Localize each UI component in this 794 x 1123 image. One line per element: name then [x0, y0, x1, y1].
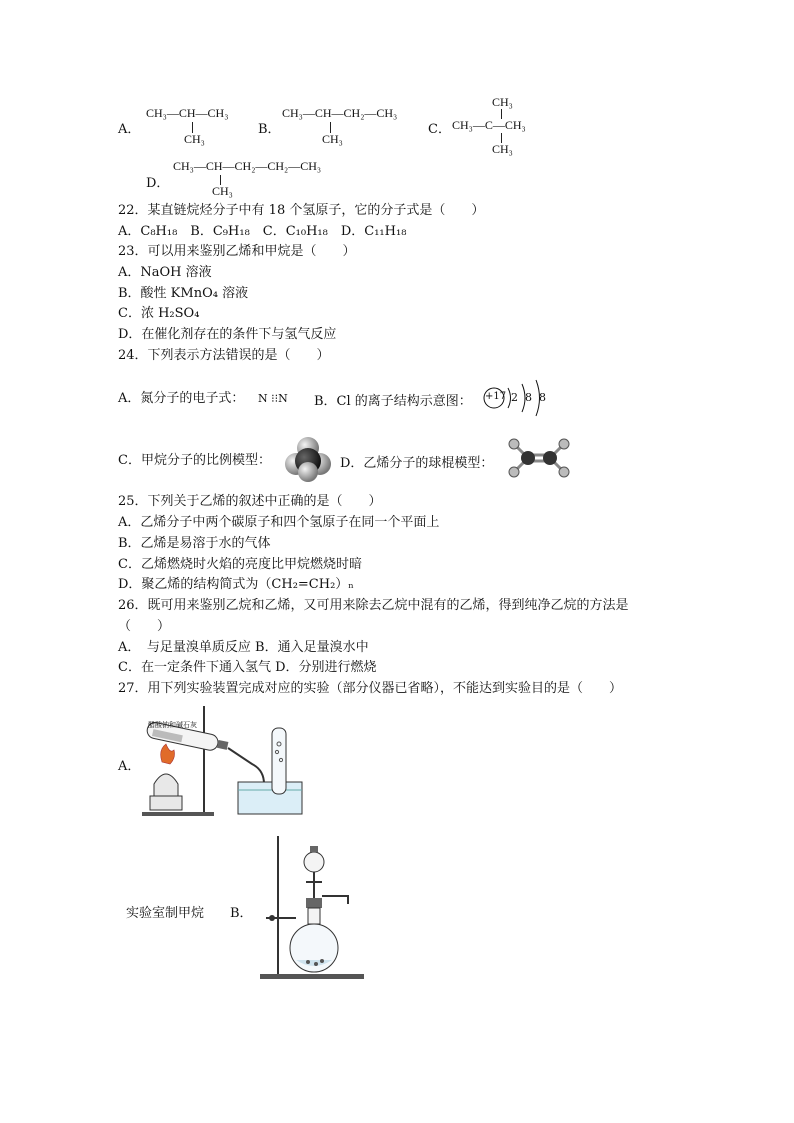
- q26-stem: 26．既可用来鉴别乙烷和乙烯，又可用来除去乙烷中混有的乙烯，得到纯净乙烷的方法是: [118, 598, 629, 613]
- distillation-apparatus-b: [256, 832, 366, 982]
- option-a-label: A．: [118, 122, 141, 137]
- apparatus-a-tube-label: 醋酸钠和碱石灰: [148, 721, 197, 729]
- q25-option-a: A．乙烯分子中两个碳原子和四个氢原子在同一个平面上: [118, 515, 440, 530]
- option-c-bottom-methyl: CH₃: [492, 142, 513, 156]
- option-c-main-chain: CH₃—C—CH₃: [452, 118, 526, 132]
- option-c-label: C．: [428, 122, 451, 137]
- option-d-branch: CH₃: [212, 184, 233, 198]
- option-d-main-chain: CH₃—CH—CH₂—CH₂—CH₃: [173, 159, 322, 173]
- chloride-ion-structure-diagram: [478, 378, 550, 418]
- q26-options-cd: C．在一定条件下通入氢气 D．分别进行燃烧: [118, 660, 377, 675]
- nitrogen-electron-formula: N ⁝⁝N: [258, 392, 288, 405]
- q26-options-ab: A． 与足量溴单质反应 B．通入足量溴水中: [118, 640, 369, 655]
- q27-option-b-caption: 实验室制甲烷: [126, 906, 205, 921]
- q23-option-a: A．NaOH 溶液: [118, 265, 212, 280]
- q22-stem: 22．某直链烷烃分子中有 18 个氢原子，它的分子式是（ ）: [118, 203, 485, 218]
- q24-option-c-text: C．甲烷分子的比例模型：: [118, 453, 271, 468]
- q24-option-a-text: A．氮分子的电子式：: [118, 391, 245, 406]
- q24-option-b-text: B．Cl 的离子结构示意图：: [314, 394, 472, 409]
- shell-3-electrons: 8: [539, 391, 546, 404]
- option-d-label: D．: [146, 176, 170, 191]
- q22-options: A．C₈H₁₈ B．C₉H₁₈ C．C₁₀H₁₈ D．C₁₁H₁₈: [118, 224, 407, 239]
- option-a-branch: CH₃: [184, 132, 205, 146]
- shell-2-electrons: 8: [525, 391, 532, 404]
- option-b-main-chain: CH₃—CH—CH₂—CH₃: [282, 106, 398, 120]
- q23-option-c: C．浓 H₂SO₄: [118, 306, 200, 321]
- nucleus-charge: +17: [485, 391, 507, 402]
- q27-stem: 27．用下列实验装置完成对应的实验（部分仪器已省略），不能达到实验目的是（ ）: [118, 681, 623, 696]
- q25-option-b: B．乙烯是易溶于水的气体: [118, 536, 271, 551]
- q27-option-b-label: B．: [230, 906, 253, 921]
- q25-option-c: C．乙烯燃烧时火焰的亮度比甲烷燃烧时暗: [118, 557, 362, 572]
- q24-stem: 24．下列表示方法错误的是（ ）: [118, 348, 330, 363]
- q26-paren: （ ）: [118, 619, 171, 634]
- q23-stem: 23．可以用来鉴别乙烯和甲烷是（ ）: [118, 244, 356, 259]
- q24-option-d-text: D．乙烯分子的球棍模型：: [340, 456, 494, 471]
- q23-option-b: B．酸性 KMnO₄ 溶液: [118, 286, 249, 301]
- option-a-main-chain: CH₃—CH—CH₃: [146, 106, 229, 120]
- option-b-label: B．: [258, 122, 281, 137]
- q25-stem: 25．下列关于乙烯的叙述中正确的是（ ）: [118, 494, 382, 509]
- methane-generation-apparatus-a: [140, 704, 308, 820]
- q27-option-a-label: A．: [118, 759, 141, 774]
- ethylene-ball-stick-model-icon: [506, 436, 572, 480]
- methane-space-filling-model-icon: [282, 434, 334, 484]
- q23-option-d: D．在催化剂存在的条件下与氢气反应: [118, 327, 337, 342]
- option-c-top-methyl: CH₃: [492, 95, 513, 109]
- q25-option-d: D．聚乙烯的结构简式为（CH₂=CH₂）ₙ: [118, 577, 354, 592]
- option-b-branch: CH₃: [322, 132, 343, 146]
- shell-1-electrons: 2: [511, 391, 518, 404]
